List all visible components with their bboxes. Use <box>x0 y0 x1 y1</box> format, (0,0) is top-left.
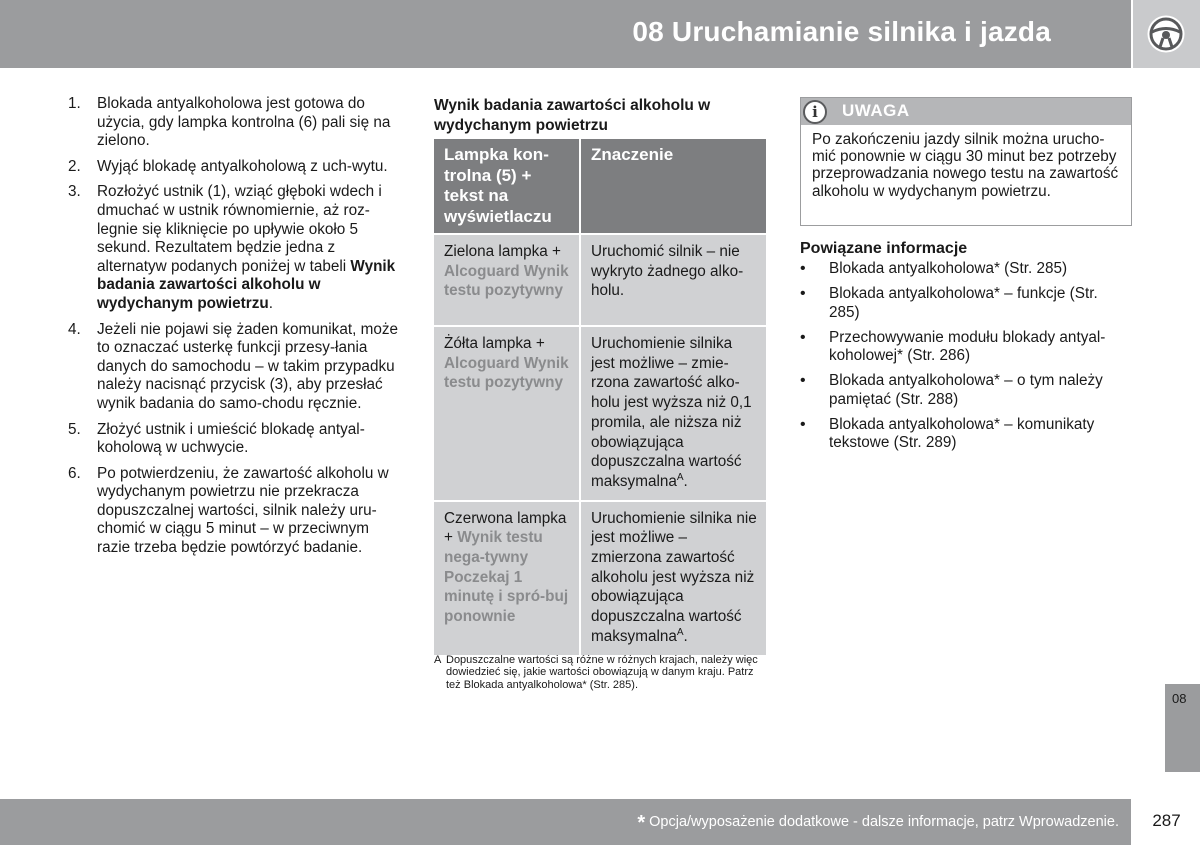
asterisk-mark: * <box>637 812 646 834</box>
table-footnote <box>434 654 770 691</box>
procedure-steps <box>68 95 403 565</box>
steering-wheel-icon <box>1146 14 1186 54</box>
display-text: Alcoguard Wynik testu pozytywny <box>444 354 569 392</box>
related-link[interactable]: • Blokada antyalkoholowa* – o tym należy pamiętać (Str. 288) <box>800 372 1132 409</box>
lamp-cell: Czerwona lampka + Wynik testu nega-tywny Poczekaj 1 minutę i spró-buj ponownie <box>434 501 580 655</box>
page-number: 287 <box>1152 811 1181 830</box>
footnote-text: Dopuszczalne wartości są różne w różnych krajach, należy więc dowiedzieć się, jakie wartości obowiązują w danym kraju. Patrz też Blokada antyalkoholowa* (Str. 285). <box>446 654 758 691</box>
meaning-cell: Uruchomienie silnika jest możliwe – zmie-rzona zawartość alko-holu jest wyższa niż 0,1 promila, ale niższa niż obowiązująca dopuszczalna wartość maksymalna$^A$. <box>580 326 766 501</box>
warning-header <box>801 98 1131 125</box>
column-header-lamp: Lampka kon-trolna (5) + tekst na wyświetlaczu <box>434 139 580 234</box>
footnote-mark: A <box>434 654 442 666</box>
related-link[interactable]: • Blokada antyalkoholowa* – komunikaty tekstowe (Str. 289) <box>800 416 1132 453</box>
display-text: Wynik testu nega-tywny Poczekaj 1 minutę i spró-buj ponownie <box>444 529 569 626</box>
table-row <box>434 234 766 326</box>
chapter-icon-box <box>1133 0 1200 68</box>
warning-text: Po zakończeniu jazdy silnik można urucho-mić ponownie w ciągu 30 minut bez potrzeby przeprowadzania nowego testu na zawartość alkoholu w wydychanym powietrzu. <box>812 131 1119 200</box>
warning-box <box>800 97 1132 226</box>
related-info-list <box>800 260 1132 460</box>
step-item: 6. Po potwierdzeniu, że zawartość alkoholu w wydychanym powietrzu nie przekracza dopuszczalnej wartości, silnik należy uru-chomić w ciągu 5 minut – w przeciwnym razie trzeba będzie powtórzyć badanie. <box>68 464 389 557</box>
display-text: Alcoguard Wynik testu pozytywny <box>444 262 569 300</box>
table-reference: Wynik badania zawartości alkoholu w wydychanym powietrzu <box>97 257 396 312</box>
step-item: 2. Wyjąć blokadę antyalkoholową z uch-wytu. <box>68 157 388 175</box>
related-link[interactable]: • Blokada antyalkoholowa* (Str. 285) <box>800 260 1132 278</box>
warning-title: UWAGA <box>842 101 910 120</box>
chapter-tab-label: 08 <box>1172 691 1187 706</box>
lamp-cell: Zielona lampka + Alcoguard Wynik testu pozytywny <box>434 234 580 326</box>
step-item: 1. Blokada antyalkoholowa jest gotowa do użycia, gdy lampka kontrolna (6) pali się na zielono. <box>68 95 391 150</box>
table-row <box>434 501 766 655</box>
lamp-cell: Żółta lampka + Alcoguard Wynik testu pozytywny <box>434 326 580 501</box>
meaning-cell: Uruchomić silnik – nie wykryto żadnego alko-holu. <box>580 234 766 326</box>
related-info-title: Powiązane informacje <box>800 240 968 257</box>
footnote-mark: A <box>676 626 684 638</box>
footer-note-text: Opcja/wyposażenie dodatkowe - dalsze informacje, patrz Wprowadzenie. <box>649 814 1119 830</box>
table-heading: Wynik badania zawartości alkoholu w wydychanym powietrzu <box>434 97 711 134</box>
related-link[interactable]: • Przechowywanie modułu blokady antyal-koholowej* (Str. 286) <box>800 329 1132 366</box>
related-link[interactable]: • Blokada antyalkoholowa* – funkcje (Str. 285) <box>800 285 1132 322</box>
footnote-mark: A <box>676 471 684 483</box>
table-heading-block <box>434 96 766 136</box>
step-item: 4. Jeżeli nie pojawi się żaden komunikat, może to oznaczać usterkę funkcji przesy-łania danych do samochodu – w takim przypadku należy nacisnąć przycisk (3), aby przesłać wynik badania do samo-chodu ręcznie. <box>68 320 398 412</box>
step-item: 3. Rozłożyć ustnik (1), wziąć głęboki wdech i dmuchać w ustnik równomiernie, aż roz-legnie się kliknięcie po upływie około 5 sekund. Rezultatem będzie jedna z alternatyw podanych poniżej w tabeli Wynik badania zawartości alkoholu w wydychanym powietrzu. <box>68 183 396 312</box>
test-result-table <box>434 139 766 655</box>
chapter-tab <box>1165 684 1200 772</box>
step-item: 5. Złożyć ustnik i umieścić blokadę antyal-koholową w uchwycie. <box>68 420 365 457</box>
table-row <box>434 326 766 501</box>
meaning-cell: Uruchomienie silnika nie jest możliwe – zmierzona zawartość alkoholu jest wyższa niż obowiązująca dopuszczalna wartość maksymalna$^A$. <box>580 501 766 655</box>
chapter-title: 08 Uruchamianie silnika i jazda <box>632 16 1051 47</box>
header-bar <box>0 0 1131 68</box>
column-header-meaning: Znaczenie <box>580 139 766 234</box>
footer-note <box>637 812 1119 835</box>
info-icon: i <box>803 100 827 124</box>
footer-bar <box>0 799 1131 845</box>
